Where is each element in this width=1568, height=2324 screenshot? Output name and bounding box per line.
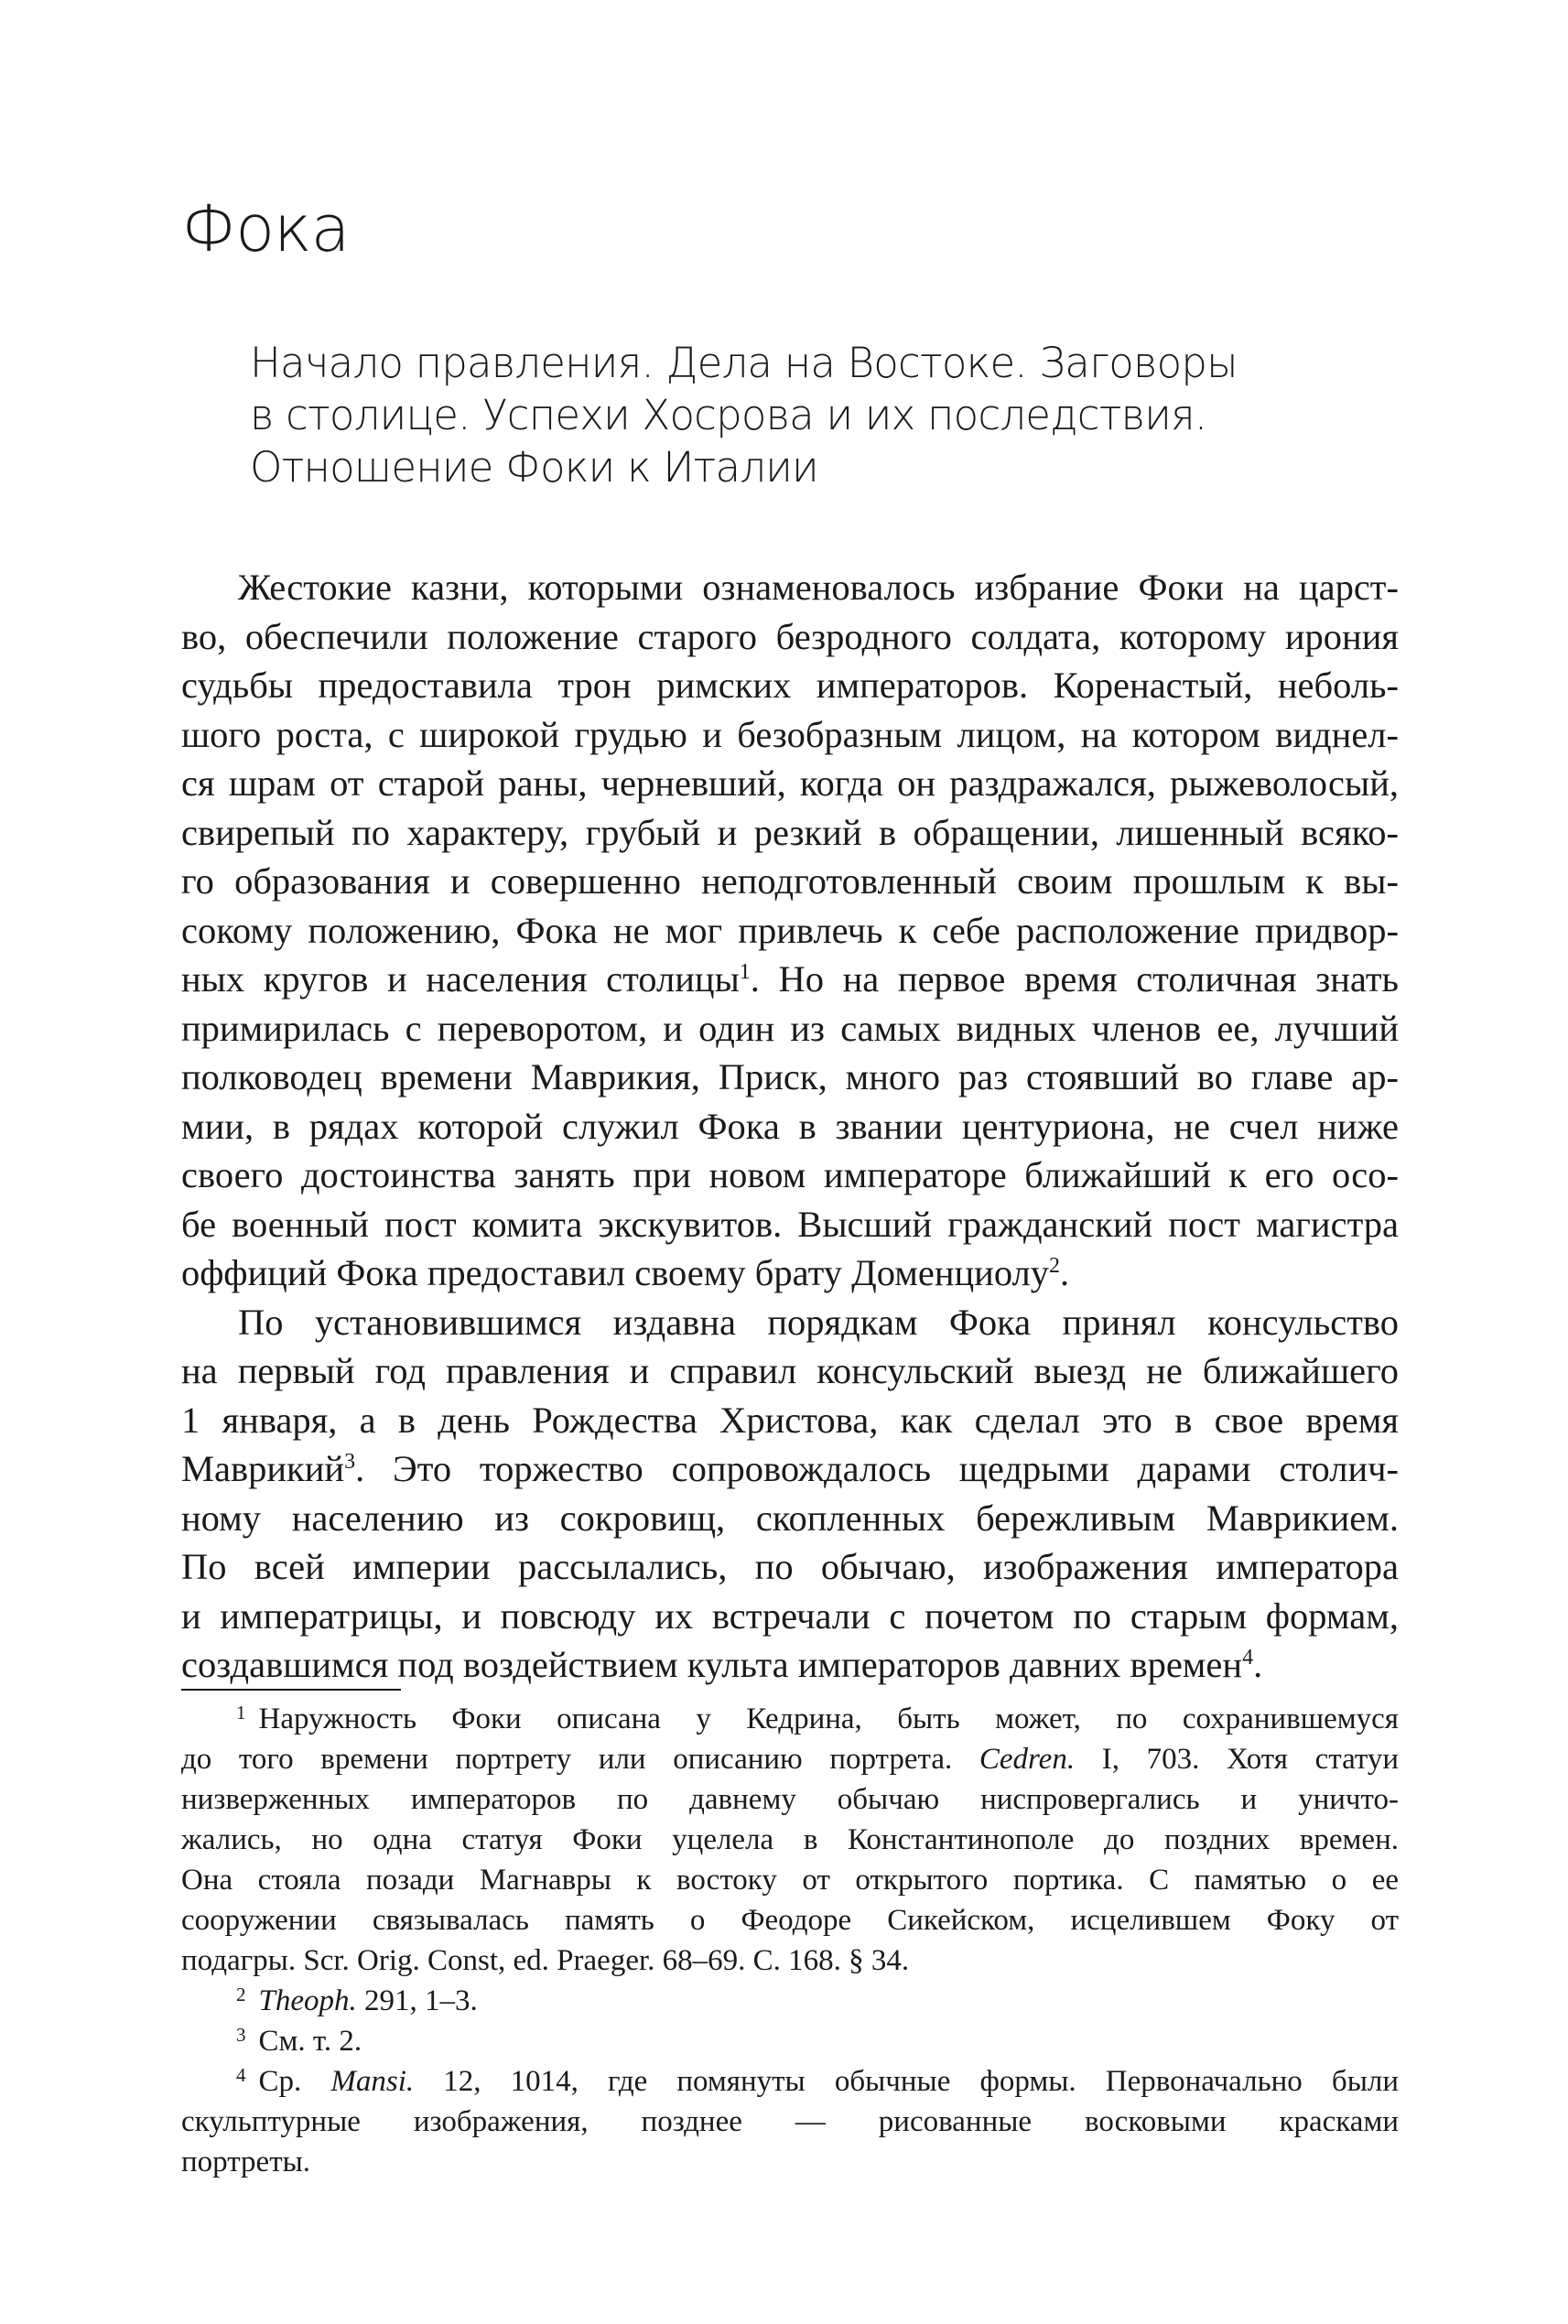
body-line: сокому положению, Фока не мог привлечь к себе расположение придвор-: [181, 909, 1399, 951]
body-line: во, обеспечили положение старого безродного солдата, которому ирония: [181, 615, 1399, 657]
body-line: го образования и совершенно неподготовленный своим прошлым к вы-: [181, 860, 1399, 902]
body-line: ся шрам от старой раны, черневший, когда он раздражался, рыжеволосый,: [181, 762, 1399, 804]
body-line: мии, в рядах которой служил Фока в звании центуриона, не счел ниже: [181, 1105, 1399, 1147]
subtitle-line: в столице. Успехи Хосрова и их последствия.: [250, 391, 1207, 439]
body-text: [181, 563, 1399, 1690]
footnote-ref-3[interactable]: 3: [344, 1450, 356, 1474]
footnote-line: до того времени портрету или описанию портрета. Cedren. I, 703. Хотя статуи: [181, 1743, 1400, 1776]
footnote-3: $^3$ См. т. 2.: [236, 2024, 362, 2058]
footnote-number: 2: [236, 1984, 246, 2005]
body-line: создавшимся под воздействием культа императоров давних времен$^4$.: [181, 1644, 1263, 1685]
chapter-title: Фока: [181, 191, 350, 266]
body-line: 1 января, а в день Рождества Христова, как сделал это в свое время: [181, 1399, 1399, 1441]
body-line: Жестокие казни, которыми ознаменовалось избрание Фоки на царст-: [238, 567, 1399, 608]
body-line: По всей империи рассылались, по обычаю, изображения императора: [181, 1546, 1399, 1587]
body-line: бе военный пост комита экскувитов. Высший гражданский пост магистра: [181, 1203, 1399, 1245]
body-line: шого роста, с широкой грудью и безобразным лицом, на котором виднел-: [181, 713, 1399, 755]
footnote-ref-4[interactable]: 4: [1242, 1646, 1254, 1670]
footnote-line: подагры. Scr. Orig. Const, ed. Praeger. 68–69. C. 168. § 34.: [181, 1944, 910, 1977]
footnote-number: 4: [236, 2064, 246, 2086]
body-line: своего достоинства занять при новом императоре ближайший к его осо-: [181, 1154, 1399, 1195]
body-line: судьбы предоставила трон римских императоров. Коренастый, неболь-: [181, 665, 1399, 706]
footnote-ref-2[interactable]: 2: [1049, 1254, 1061, 1278]
body-line: По установившимся издавна порядкам Фока принял консульство: [238, 1301, 1399, 1343]
footnote-line: скульптурные изображения, позднее — рисованные восковыми красками: [181, 2105, 1399, 2138]
footnote-number: 3: [236, 2024, 246, 2046]
body-line: на первый год правления и справил консульский выезд не ближайшего: [181, 1350, 1399, 1391]
subtitle-line: Отношение Фоки к Италии: [250, 443, 818, 492]
footnote-line: портреты.: [181, 2146, 311, 2178]
body-line: свирепый по характеру, грубый и резкий в обращении, лишенный всяко-: [181, 811, 1399, 853]
footnote-ref-1[interactable]: 1: [739, 960, 751, 984]
footnote-1: $^1$ Наружность Фоки описана у Кедрина, быть может, по сохранившемуся: [236, 1702, 1399, 1735]
body-line: Маврикий$^3$. Это торжество сопровождалось щедрыми дарами столич-: [181, 1448, 1399, 1489]
footnote-line: сооружении связывалась память о Феодоре Сикейском, исцелившем Фоку от: [181, 1904, 1399, 1937]
footnote-2: $^2$ Theoph. 291, 1–3.: [236, 1984, 478, 2017]
footnotes: [181, 1699, 1399, 2182]
footnote-line: низверженных императоров по давнему обычаю ниспровергались и уничто-: [181, 1783, 1399, 1816]
body-line: ных кругов и населения столицы$^1$. Но на первое время столичная знать: [181, 958, 1399, 1000]
body-line: ному населению из сокровищ, скопленных бережливым Маврикием.: [181, 1497, 1399, 1539]
chapter-subtitle: [250, 337, 1467, 493]
footnote-number: 1: [236, 1702, 246, 1724]
body-line: оффиций Фока предоставил своему брату Доменциолу$^2$.: [181, 1252, 1070, 1293]
footnote-line: Она стояла позади Магнавры к востоку от открытого портика. С памятью о ее: [181, 1864, 1399, 1897]
footnote-4: $^4$ Ср. Mansi. 12, 1014, где помянуты обычные формы. Первоначально были: [236, 2064, 1399, 2098]
footnote-line: жались, но одна статуя Фоки уцелела в Константинополе до поздних времен.: [181, 1823, 1399, 1856]
body-line: полководец времени Маврикия, Приск, много раз стоявший во главе ар-: [181, 1056, 1399, 1097]
body-line: и императрицы, и повсюду их встречали с почетом по старым формам,: [181, 1594, 1399, 1637]
footnote-divider: [181, 1689, 401, 1691]
body-line: примирилась с переворотом, и один из самых видных членов ее, лучший: [181, 1007, 1399, 1049]
subtitle-line: Начало правления. Дела на Востоке. Заговоры: [250, 339, 1238, 387]
